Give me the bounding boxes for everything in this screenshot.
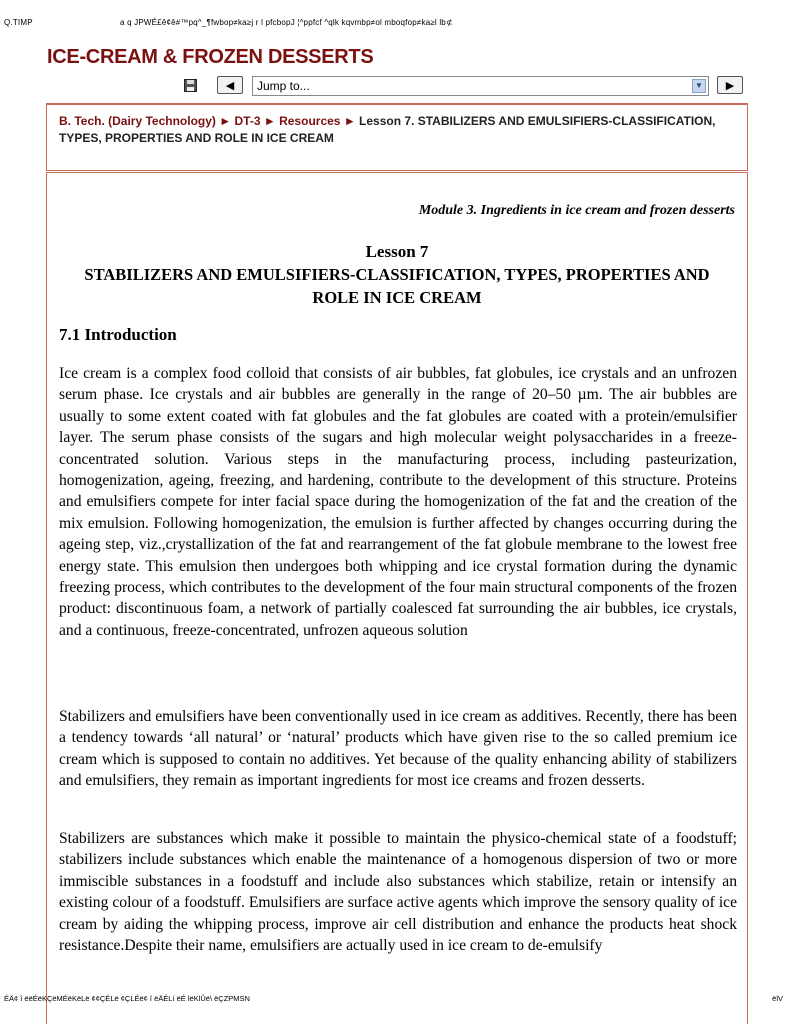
print-header bbox=[0, 6, 791, 27]
footer-left-text: ÉÄ¢ î ëëÉëKÇëMÉëKëLë ¢¢ÇÉLë ¢ÇLÉë¢ î ëÄÉLí ëÉ lëKlÛë\ ëÇZPMSN bbox=[4, 994, 250, 1003]
previous-button[interactable]: ◀ bbox=[217, 76, 243, 94]
paragraph-additives: Stabilizers and emulsifiers have been conventionally used in ice cream as additives. Recently, there has been a tendency towards ‘all natural’ or ‘natural’ products which have given rise to the so called premium ice cream which is supposed to contain no additives. Yet because of the quality enhancing ability of stabilizers and emulsifiers, they remain as important ingredients for most ice creams and frozen desserts. bbox=[59, 708, 737, 790]
header-center-text: a q JPWÉ£ê¢ê#™pq^_¶fwbop≠ka≥j r l pfcbopJ ¦^ppfcf ^qlk kqvmbp≠ol mboqfop≠ka≥l lb⊄ bbox=[120, 18, 453, 27]
navigation-bar bbox=[0, 74, 791, 100]
breadcrumb-separator: ► bbox=[343, 114, 356, 128]
footer-right-text: ëlV bbox=[772, 994, 783, 1003]
jump-to-label: Jump to... bbox=[257, 79, 310, 93]
lesson-number: Lesson 7 bbox=[365, 242, 429, 261]
jump-to-select[interactable] bbox=[252, 76, 709, 96]
chevron-down-icon[interactable]: ▼ bbox=[692, 79, 706, 93]
module-title: Module 3. Ingredients in ice cream and frozen desserts bbox=[418, 203, 735, 218]
breadcrumb-link-btech[interactable]: B. Tech. (Dairy Technology) bbox=[59, 114, 216, 128]
breadcrumb bbox=[46, 103, 748, 171]
header-left-code: Q.TIMP bbox=[4, 18, 33, 27]
lesson-title: STABILIZERS AND EMULSIFIERS-CLASSIFICATION, TYPES, PROPERTIES AND ROLE IN ICE CREAM bbox=[84, 265, 710, 307]
paragraph-introduction: Ice cream is a complex food colloid that consists of air bubbles, fat globules, ice crystals and an unfrozen serum phase. Ice crystals and air bubbles are generally in the range of 20–50 µm. The air bubbles are usually to some extent coated with fat globules and the fat globules are coated with a protein/emulsifier layer. The serum phase consists of the sugars and high molecular weight polysaccharides in a freeze-concentrated solution. Various steps in the manufacturing process, including pasteurization, homogenization, ageing, freezing, and hardening, contribute to the development of this structure. Proteins and emulsifiers compete for inter facial space during the homogenization of the fat and the creation of the mix emulsion. Following homogenization, the emulsion is further affected by changes occurring during the ageing step, viz.,crystallization of the fat and rearrangement of the fat globule membrane to the lowest free energy state. This emulsion then undergoes both whipping and ice crystal formation during the dynamic freezing process, which contributes to the development of the four main structural components of the frozen product: discontinuous foam, a network of partially coalesced fat surrounding the air bubbles, ice crystals, and a continuous, freeze-concentrated, unfrozen aqueous solution bbox=[59, 365, 737, 639]
breadcrumb-link-dt3[interactable]: DT-3 bbox=[234, 114, 261, 128]
save-icon[interactable] bbox=[183, 79, 197, 93]
site-title: ICE-CREAM & FROZEN DESSERTS bbox=[47, 46, 374, 68]
section-heading: 7.1 Introduction bbox=[59, 325, 177, 344]
breadcrumb-link-resources[interactable]: Resources bbox=[279, 114, 341, 128]
breadcrumb-current: Lesson 7. STABILIZERS AND EMULSIFIERS-CLASSIFICATION, TYPES, PROPERTIES AND ROLE IN ICE CREAM bbox=[59, 114, 716, 145]
breadcrumb-separator: ► bbox=[219, 114, 232, 128]
print-footer bbox=[0, 994, 791, 1006]
breadcrumb-separator: ► bbox=[263, 114, 276, 128]
next-button[interactable]: ▶ bbox=[717, 76, 743, 94]
paragraph-definitions: Stabilizers are substances which make it possible to maintain the physico-chemical state of a foodstuff; stabilizers include substances which enable the maintenance of a homogenous dispersion of two or more immiscible substances in a foodstuff and include also substances which stabilize, retain or intensify an existing colour of a foodstuff. Emulsifiers are surface active agents which improve the sensory quality of ice cream by aiding the whipping process, improve air cell distribution and enhance the products heat shock resistance.Despite their name, emulsifiers are actually used in ice cream to de-emulsify bbox=[59, 830, 737, 955]
lesson-content bbox=[46, 172, 748, 1024]
